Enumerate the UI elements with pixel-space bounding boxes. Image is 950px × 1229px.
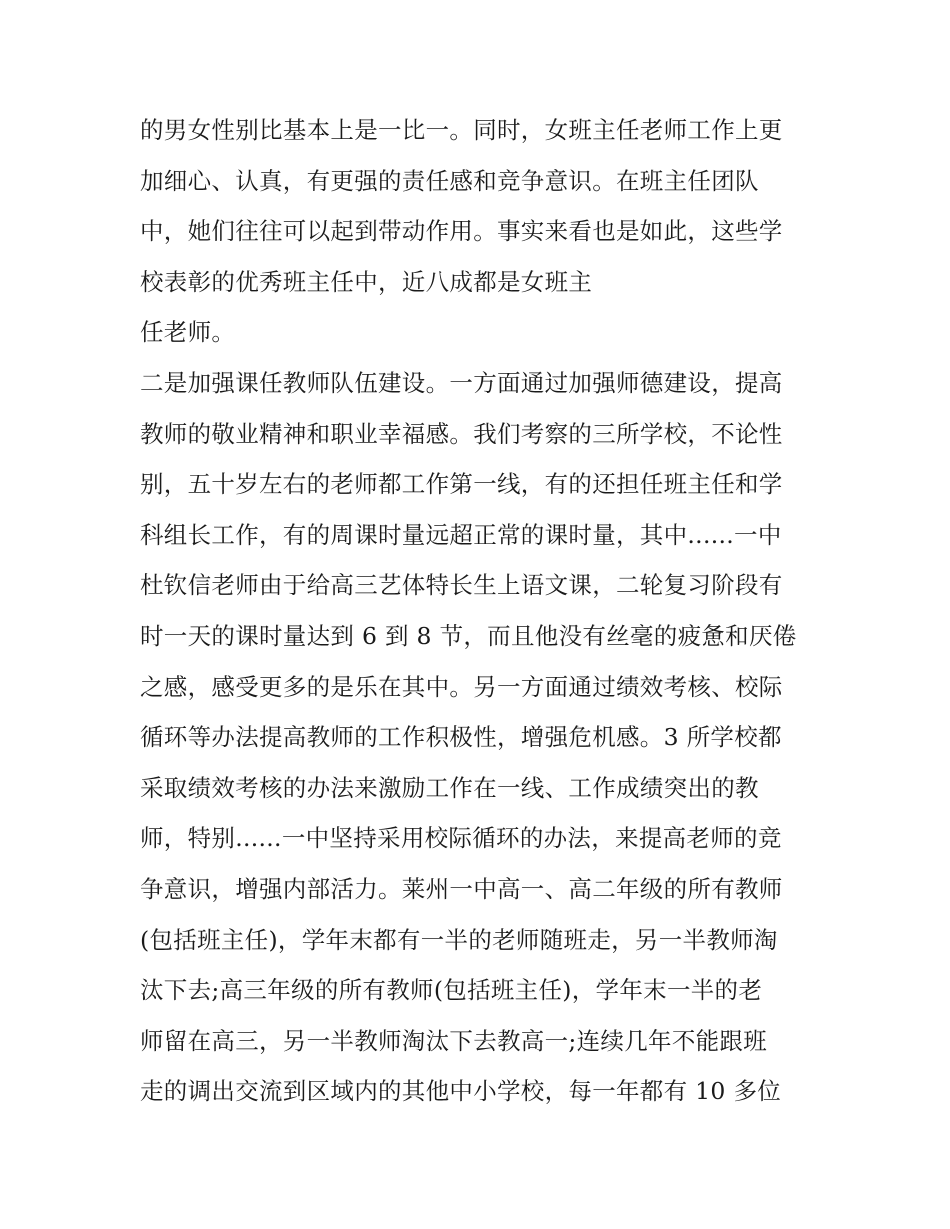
text-line: 中，她们往往可以起到带动作用。事实来看也是如此，这些学 xyxy=(140,217,783,246)
text-line: 走的调出交流到区域内的其他中小学校，每一年都有 10 多位 xyxy=(140,1077,782,1106)
text-line: 别，五十岁左右的老师都工作第一线，有的还担任班主任和学 xyxy=(140,470,783,499)
text-line: 校表彰的优秀班主任中，近八成都是女班主 xyxy=(140,267,593,296)
text-line: 加细心、认真，有更强的责任感和竞争意识。在班主任团队 xyxy=(140,166,759,195)
text-line: 之感，感受更多的是乐在其中。另一方面通过绩效考核、校际 xyxy=(140,672,783,701)
text-line: 师，特别......一中坚持采用校际循环的办法，来提高老师的竞 xyxy=(140,824,782,853)
text-line: 采取绩效考核的办法来激励工作在一线、工作成绩突出的教 xyxy=(140,773,759,802)
text-line: 教师的敬业精神和职业幸福感。我们考察的三所学校，不论性 xyxy=(140,419,783,448)
text-line: 争意识，增强内部活力。莱州一中高一、高二年级的所有教师 xyxy=(140,874,783,903)
text-line: 杜钦信老师由于给高三艺体特长生上语文课，二轮复习阶段有 xyxy=(140,571,783,600)
text-line: 时一天的课时量达到 6 到 8 节，而且他没有丝毫的疲惫和厌倦 xyxy=(140,621,797,650)
text-line: 科组长工作，有的周课时量远超正常的课时量，其中......一中 xyxy=(140,520,782,549)
text-line: 二是加强课任教师队伍建设。一方面通过加强师德建设，提高 xyxy=(140,368,783,397)
text-line: (包括班主任)，学年末都有一半的老师随班走，另一半教师淘 xyxy=(140,925,778,954)
text-line: 师留在高三，另一半教师淘汰下去教高一;连续几年不能跟班 xyxy=(140,1026,768,1055)
text-line: 汰下去;高三年级的所有教师(包括班主任)，学年末一半的老 xyxy=(140,976,763,1005)
text-line: 任老师。 xyxy=(140,318,236,347)
body-text xyxy=(140,105,820,1117)
text-line: 循环等办法提高教师的工作积极性，增强危机感。3 所学校都 xyxy=(140,723,782,752)
text-line: 的男女性别比基本上是一比一。同时，女班主任老师工作上更 xyxy=(140,116,783,144)
